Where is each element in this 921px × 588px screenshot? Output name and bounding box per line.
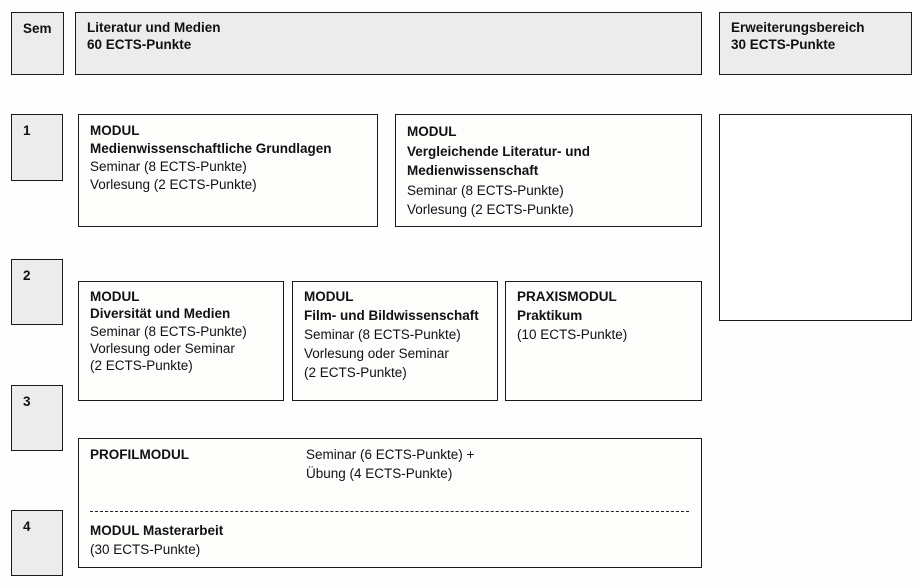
module-detail: (2 ECTS-Punkte) bbox=[90, 358, 193, 374]
module-title: Praktikum bbox=[517, 308, 583, 323]
module-diversitaet-und-medien bbox=[78, 281, 284, 401]
module-detail: (2 ECTS-Punkte) bbox=[304, 365, 407, 380]
masterarbeit-ects: (30 ECTS-Punkte) bbox=[90, 542, 201, 557]
extension-area-ects: 30 ECTS-Punkte bbox=[731, 37, 836, 52]
module-title: Diversität und Medien bbox=[90, 306, 231, 322]
semester-number: 4 bbox=[23, 519, 31, 534]
semester-number: 1 bbox=[23, 123, 31, 138]
module-title: Film- und Bildwissenschaft bbox=[304, 308, 479, 323]
profilmodul-title: PROFILMODUL bbox=[90, 447, 189, 462]
profilmodul-details bbox=[306, 445, 474, 483]
module-kind: MODUL bbox=[304, 289, 354, 304]
module-detail: Vorlesung oder Seminar bbox=[90, 340, 235, 356]
module-praxismodul-praktikum bbox=[505, 281, 702, 401]
module-detail: Übung (4 ECTS-Punkte) bbox=[306, 466, 453, 481]
semester-column-header bbox=[11, 12, 64, 75]
extension-area-header bbox=[719, 12, 912, 75]
semester-box-4 bbox=[11, 510, 63, 576]
module-detail: Seminar (8 ECTS-Punkte) bbox=[90, 323, 247, 339]
module-detail: (10 ECTS-Punkte) bbox=[517, 327, 628, 342]
module-title: Medienwissenschaftliche Grundlagen bbox=[90, 141, 332, 156]
module-film-und-bildwissenschaft bbox=[292, 281, 498, 401]
extension-area-box bbox=[719, 114, 912, 321]
dashed-divider bbox=[90, 511, 689, 512]
module-title-line: Medienwissenschaft bbox=[407, 163, 539, 178]
module-title-line: Vergleichende Literatur- und bbox=[407, 143, 591, 159]
main-area-title: Literatur und Medien bbox=[87, 20, 221, 35]
main-area-ects: 60 ECTS-Punkte bbox=[87, 37, 192, 52]
semester-header-label: Sem bbox=[23, 21, 52, 36]
masterarbeit-block bbox=[90, 521, 223, 559]
module-detail: Vorlesung (2 ECTS-Punkte) bbox=[90, 177, 257, 192]
module-detail: Vorlesung oder Seminar bbox=[304, 346, 449, 361]
module-vergleichende-literatur-medienwissenschaft bbox=[395, 114, 702, 227]
module-kind: MODUL bbox=[90, 289, 140, 304]
module-detail: Seminar (6 ECTS-Punkte) + bbox=[306, 447, 475, 462]
module-detail: Seminar (8 ECTS-Punkte) bbox=[90, 159, 247, 174]
module-kind: MODUL bbox=[407, 124, 457, 139]
masterarbeit-title: MODUL Masterarbeit bbox=[90, 523, 224, 538]
semester-box-1 bbox=[11, 114, 63, 181]
module-detail: Seminar (8 ECTS-Punkte) bbox=[407, 182, 564, 198]
module-profilmodul-masterarbeit bbox=[78, 438, 702, 568]
module-medienwissenschaftliche-grundlagen bbox=[78, 114, 378, 227]
semester-number: 3 bbox=[23, 394, 31, 409]
module-detail: Seminar (8 ECTS-Punkte) bbox=[304, 327, 461, 342]
module-detail: Vorlesung (2 ECTS-Punkte) bbox=[407, 202, 574, 217]
module-kind: MODUL bbox=[90, 123, 140, 138]
extension-area-title: Erweiterungsbereich bbox=[731, 20, 865, 35]
semester-number: 2 bbox=[23, 268, 31, 283]
semester-box-3 bbox=[11, 385, 63, 451]
semester-box-2 bbox=[11, 259, 63, 325]
main-area-header bbox=[75, 12, 702, 75]
module-kind: PRAXISMODUL bbox=[517, 289, 617, 304]
